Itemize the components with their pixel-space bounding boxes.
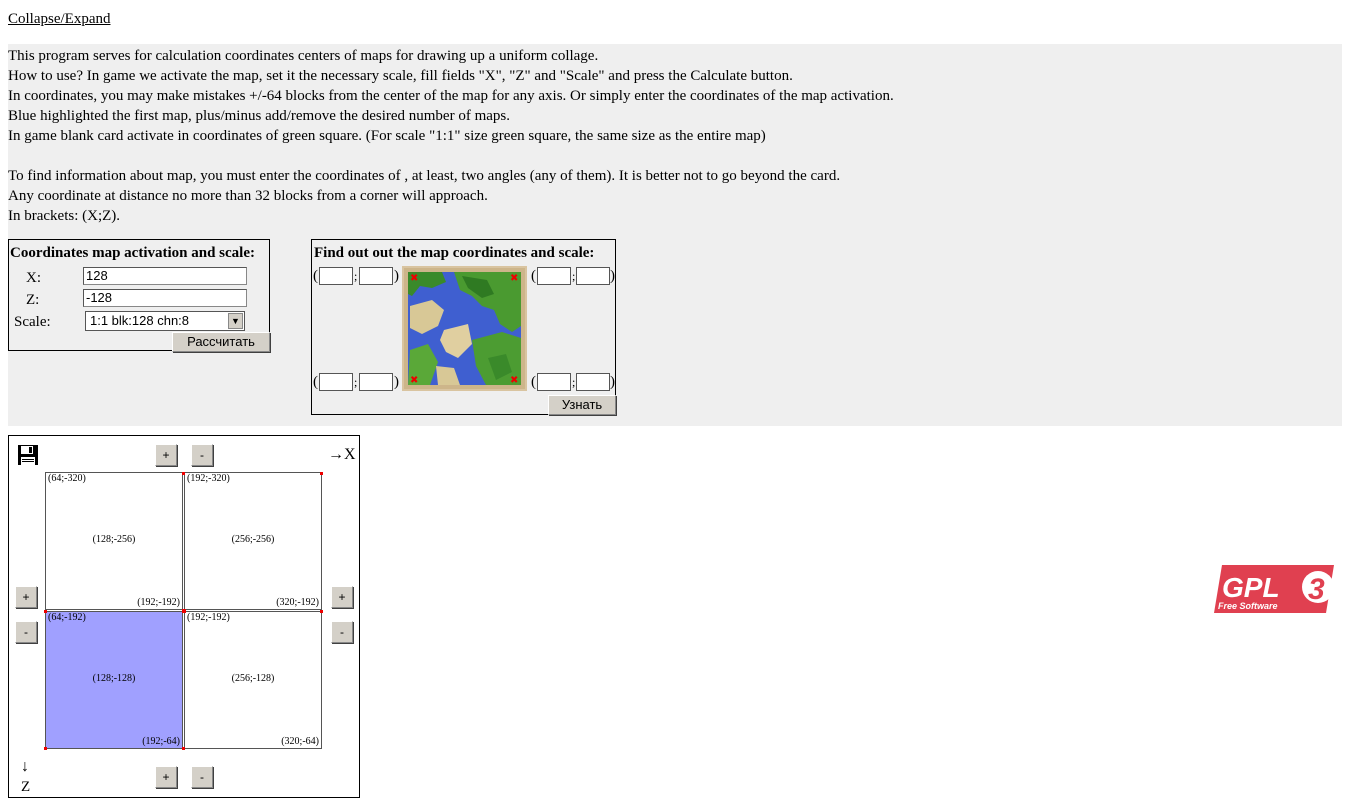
remove-row-top-button[interactable]: - <box>191 444 213 466</box>
add-col-right-button[interactable]: + <box>331 586 353 608</box>
remove-row-bottom-button[interactable]: - <box>191 766 213 788</box>
find-button[interactable]: Узнать <box>548 395 616 415</box>
corner-marker <box>182 472 185 475</box>
paren-open: ( <box>313 374 318 390</box>
remove-col-right-button[interactable]: - <box>331 621 353 643</box>
map-cell-first[interactable] <box>45 611 183 749</box>
info-panel <box>8 44 1342 426</box>
corner-marker <box>44 610 47 613</box>
cell-top-left-coord: (192;-192) <box>187 612 230 623</box>
svg-text:✖: ✖ <box>510 375 519 386</box>
map-picture <box>402 266 527 391</box>
activation-form <box>8 239 270 351</box>
info-line: Blue highlighted the first map, plus/minus add/remove the desired number of maps. <box>8 108 510 124</box>
svg-text:✖: ✖ <box>510 273 519 284</box>
finder-form <box>311 239 616 415</box>
corner-marker <box>320 610 323 613</box>
paren-open: ( <box>313 268 318 284</box>
finder-title: Find out out the map coordinates and scale: <box>314 245 595 261</box>
paren-open: ( <box>531 268 536 284</box>
gpl-text: GPL <box>1222 572 1280 603</box>
activation-title: Coordinates map activation and scale: <box>10 245 255 261</box>
info-line: In game blank card activate in coordinates of green square. (For scale "1:1" size green square, the same size as the entire map) <box>8 128 766 144</box>
map-cell[interactable] <box>184 472 322 610</box>
cell-center-coord: (256;-256) <box>231 534 275 545</box>
cell-top-left-coord: (64;-320) <box>48 473 86 484</box>
x-axis-label: →X <box>328 446 356 463</box>
z-axis-arrow: ↓ <box>21 758 29 775</box>
corner-tl-x-input[interactable] <box>319 267 353 285</box>
info-line: Any coordinate at distance no more than 32 blocks from a corner will approach. <box>8 188 488 204</box>
add-row-top-button[interactable]: + <box>155 444 177 466</box>
map-cell[interactable] <box>45 472 183 610</box>
chevron-down-icon: ▼ <box>228 313 243 329</box>
paren-open: ( <box>531 374 536 390</box>
gpl-version: 3 <box>1308 573 1325 606</box>
remove-col-left-button[interactable]: - <box>15 621 37 643</box>
cell-top-left-coord: (192;-320) <box>187 473 230 484</box>
cell-top-left-coord: (64;-192) <box>48 612 86 623</box>
z-label: Z: <box>26 292 40 308</box>
gpl-subtext: Free Software <box>1218 601 1278 611</box>
svg-text:✖: ✖ <box>410 375 419 386</box>
cell-center-coord: (128;-256) <box>92 534 136 545</box>
info-line: In brackets: (X;Z). <box>8 208 121 224</box>
svg-text:✖: ✖ <box>410 273 419 284</box>
corner-br-x-input[interactable] <box>537 373 571 391</box>
corner-tl-z-input[interactable] <box>359 267 393 285</box>
cell-center-coord: (128;-128) <box>92 673 136 684</box>
corner-marker <box>44 747 47 750</box>
scale-select[interactable] <box>85 311 245 331</box>
x-input[interactable] <box>83 267 247 285</box>
separator: ; <box>572 375 576 389</box>
corner-bl-x-input[interactable] <box>319 373 353 391</box>
corner-br-z-input[interactable] <box>576 373 610 391</box>
corner-marker <box>182 609 186 613</box>
z-axis-label: Z <box>21 779 31 795</box>
save-icon[interactable] <box>18 445 38 465</box>
collapse-expand-link[interactable]: Collapse/Expand <box>8 11 111 27</box>
paren-close: ) <box>394 374 399 390</box>
paren-close: ) <box>394 268 399 284</box>
corner-tr-z-input[interactable] <box>576 267 610 285</box>
map-grid-panel <box>8 435 360 798</box>
info-line: In coordinates, you may make mistakes +/-64 blocks from the center of the map for any axis. Or simply enter the coordinates of the map activation. <box>8 88 894 104</box>
separator: ; <box>572 269 576 283</box>
cell-bottom-right-coord: (192;-64) <box>142 736 180 747</box>
map-cell[interactable] <box>184 611 322 749</box>
cell-bottom-right-coord: (320;-64) <box>281 736 319 747</box>
add-col-left-button[interactable]: + <box>15 586 37 608</box>
cell-center-coord: (256;-128) <box>231 673 275 684</box>
corner-tr-x-input[interactable] <box>537 267 571 285</box>
x-label: X: <box>26 270 41 286</box>
paren-close: ) <box>610 268 615 284</box>
scale-label: Scale: <box>14 314 51 330</box>
corner-marker <box>182 747 185 750</box>
paren-close: ) <box>610 374 615 390</box>
z-input[interactable] <box>83 289 247 307</box>
info-line: How to use? In game we activate the map, set it the necessary scale, fill fields "X", "Z" and "Scale" and press the Calculate button. <box>8 68 793 84</box>
cell-bottom-right-coord: (192;-192) <box>137 597 180 608</box>
info-line: This program serves for calculation coordinates centers of maps for drawing up a uniform collage. <box>8 48 599 64</box>
add-row-bottom-button[interactable]: + <box>155 766 177 788</box>
separator: ; <box>354 375 358 389</box>
corner-bl-z-input[interactable] <box>359 373 393 391</box>
gpl-logo <box>1214 563 1342 615</box>
corner-marker <box>320 472 323 475</box>
separator: ; <box>354 269 358 283</box>
calculate-button[interactable]: Рассчитать <box>172 332 270 352</box>
info-line: To find information about map, you must enter the coordinates of , at least, two angles (any of them). It is better not to go beyond the card. <box>8 168 841 184</box>
scale-select-value: 1:1 blk:128 chn:8 <box>90 313 190 328</box>
cell-bottom-right-coord: (320;-192) <box>276 597 319 608</box>
